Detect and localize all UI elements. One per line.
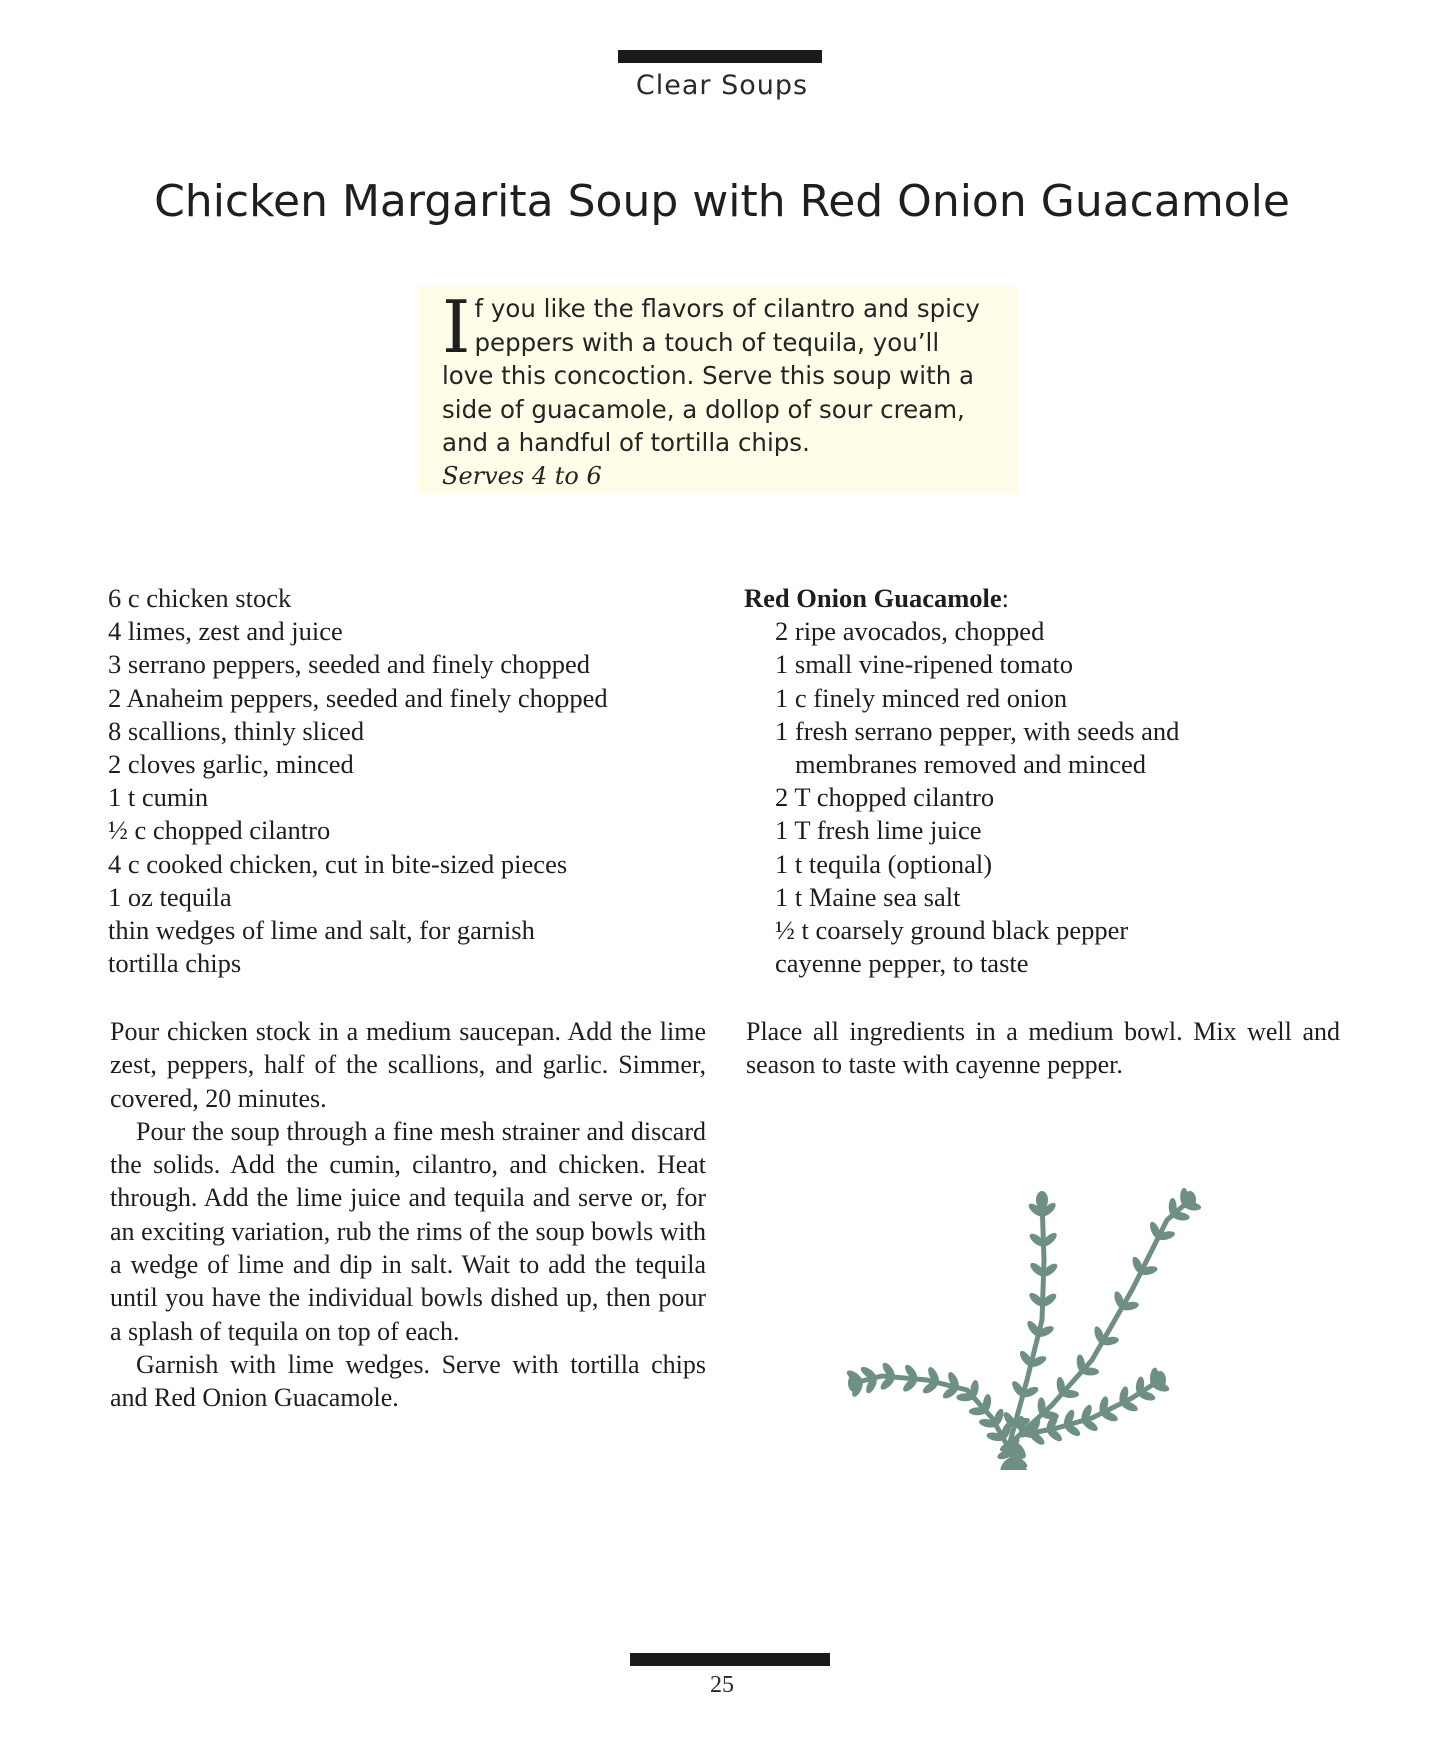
ingredient-item: 2 ripe avocados, chopped [775, 616, 1045, 647]
intro-body: f you like the flavors of cilantro and spicy peppers with a touch of tequila, you’ll love this concoction. Serve this soup with a side of guacamole, a dollop of sour cream, and a handful of tortilla chips. [442, 294, 980, 457]
herb-sprig-icon [842, 1180, 1220, 1470]
guacamole-ingredients [744, 582, 1384, 980]
guacamole-heading [744, 582, 1384, 615]
ingredient-item: 2 T chopped cilantro [775, 782, 995, 813]
soup-ingredient-list [108, 582, 708, 980]
guacamole-heading-colon: : [1001, 583, 1010, 613]
top-rule [618, 50, 822, 63]
method-paragraph: Pour the soup through a fine mesh strainer and discard the solids. Add the cumin, cilantro, and chicken. Heat through. Add the lime juice and tequila and serve or, for an exciting variation, rub the rims of the soup bowls with a wedge of lime and dip in salt. Wait to add the tequila until you have the individual bowls dished up, then pour a splash of tequila on top of each. [110, 1116, 706, 1346]
ingredient-item: cayenne pepper, to taste [775, 948, 1029, 979]
ingredient-item: 1 T fresh lime juice [775, 815, 982, 846]
guacamole-heading-text: Red Onion Guacamole [744, 583, 1002, 613]
ingredient-item: 1 small vine-ripened tomato [775, 649, 1074, 680]
section-header: Clear Soups [635, 70, 809, 101]
ingredient-item: 8 scallions, thinly sliced [108, 715, 365, 746]
page-number: 25 [710, 1672, 734, 1698]
ingredient-item: 4 limes, zest and juice [108, 616, 343, 647]
ingredient-item: 6 c chicken stock [108, 583, 292, 613]
ingredient-item: 1 t Maine sea salt [775, 881, 961, 912]
ingredient-item: 4 c cooked chicken, cut in bite-sized pieces [108, 848, 568, 879]
bottom-rule [630, 1653, 830, 1666]
page-title: Chicken Margarita Soup with Red Onion Guacamole [154, 176, 1290, 227]
ingredient-item: 2 cloves garlic, minced [108, 749, 354, 780]
ingredient-item: 1 t tequila (optional) [775, 848, 993, 879]
ingredient-item: tortilla chips [108, 948, 242, 979]
guacamole-ingredient-list [744, 615, 1384, 980]
ingredient-item: ½ t coarsely ground black pepper [775, 915, 1129, 946]
intro-text [442, 285, 998, 460]
ingredient-item: 1 c finely minced red onion [775, 682, 1068, 713]
method-paragraph: Pour chicken stock in a medium saucepan. Add the lime zest, peppers, half of the scallions, and garlic. Simmer, covered, 20 minutes. [110, 1017, 706, 1113]
serves-line: Serves 4 to 6 [442, 461, 602, 490]
ingredient-item: 3 serrano peppers, seeded and finely chopped [108, 649, 590, 680]
soup-ingredients [108, 582, 708, 980]
method-paragraph: Garnish with lime wedges. Serve with tortilla chips and Red Onion Guacamole. [110, 1349, 706, 1413]
ingredient-item: 1 t cumin [108, 782, 209, 813]
ingredient-item: 1 oz tequila [108, 881, 232, 912]
drop-cap: I [442, 285, 471, 369]
soup-method [110, 1015, 706, 1415]
method-paragraph: Place all ingredients in a medium bowl. Mix well and season to taste with cayenne pepper. [746, 1017, 1340, 1080]
ingredient-item: ½ c chopped cilantro [108, 815, 331, 846]
ingredient-item-continued: membranes removed and minced [795, 749, 1146, 780]
ingredient-item: 1 fresh serrano pepper, with seeds and [775, 715, 1180, 746]
intro-box [418, 286, 1018, 494]
ingredient-item: thin wedges of lime and salt, for garnish [108, 915, 535, 946]
guacamole-method [746, 1015, 1340, 1082]
ingredient-item: 2 Anaheim peppers, seeded and finely chopped [108, 682, 608, 713]
